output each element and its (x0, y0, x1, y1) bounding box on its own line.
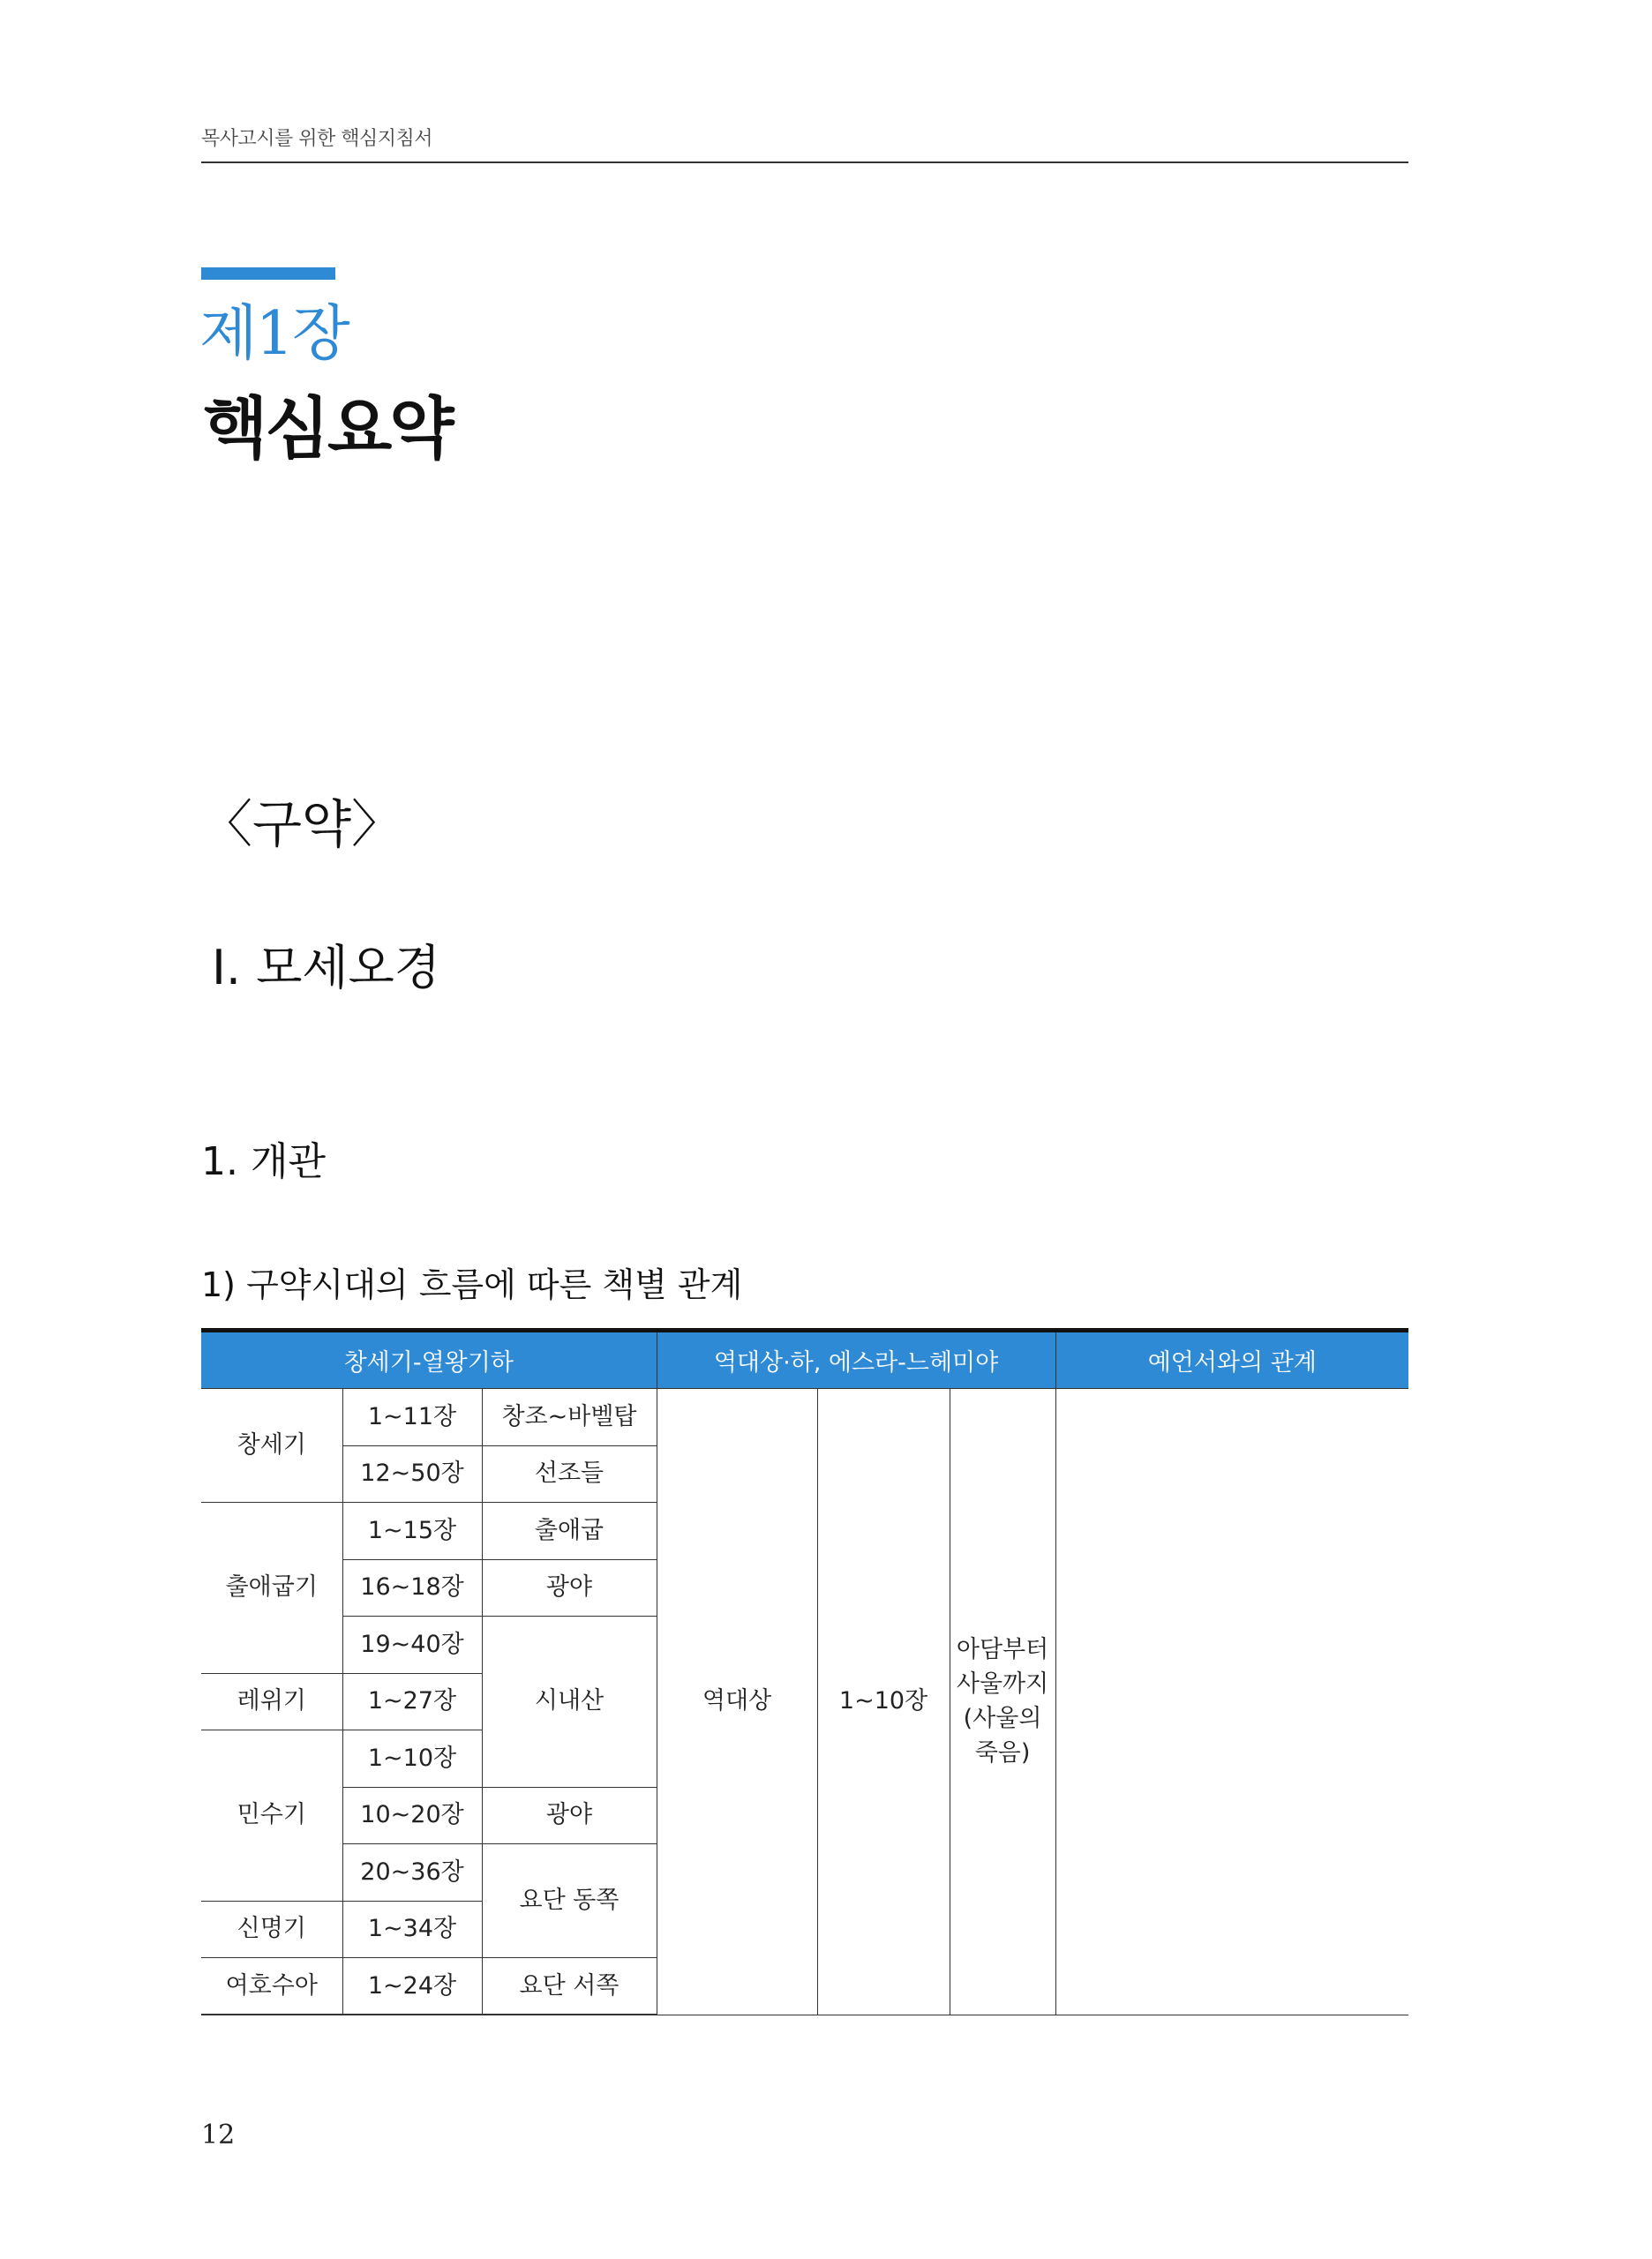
book-cell: 여호수아 (201, 1958, 342, 2015)
table-row (201, 1389, 1408, 1446)
topic-cell: 요단 동쪽 (482, 1844, 657, 1958)
chapter-range-cell: 16~18장 (342, 1559, 482, 1617)
book-cell: 창세기 (201, 1389, 342, 1503)
chapter-range-cell: 10~20장 (342, 1787, 482, 1844)
topic-cell: 시내산 (482, 1617, 657, 1788)
page-number: 12 (201, 2120, 236, 2150)
chronicles-chapter-cell: 1~10장 (817, 1389, 950, 2015)
chapter-range-cell: 1~15장 (342, 1503, 482, 1560)
book-cell: 신명기 (201, 1901, 342, 1958)
chronicles-book-cell: 역대상 (657, 1389, 817, 2015)
header-prophets-relation: 예언서와의 관계 (1055, 1331, 1408, 1389)
chapter-number: 제1장 (199, 299, 349, 369)
table-header-row (201, 1331, 1408, 1389)
header-chronicles-nehemiah: 역대상·하, 에스라-느헤미야 (657, 1331, 1055, 1389)
prophets-relation-cell (1055, 1389, 1408, 2015)
book-cell: 민수기 (201, 1730, 342, 1902)
chronicles-note-cell (950, 1389, 1055, 2015)
topic-cell: 출애굽 (482, 1503, 657, 1560)
chapter-range-cell: 20~36장 (342, 1844, 482, 1902)
chapter-range-cell: 1~11장 (342, 1389, 482, 1446)
book-relation-table (201, 1328, 1408, 2015)
section-heading-testament: 〈구약〉 (201, 794, 403, 854)
topic-cell: 요단 서쪽 (482, 1958, 657, 2015)
topic-cell: 광야 (482, 1787, 657, 1844)
table-caption: 1) 구약시대의 흐름에 따른 책별 관계 (201, 1265, 743, 1304)
header-genesis-kings: 창세기-열왕기하 (201, 1331, 657, 1389)
chapter-range-cell: 19~40장 (342, 1617, 482, 1674)
note-line: 아담부터 (956, 1635, 1049, 1663)
section-heading-part: Ⅰ. 모세오경 (212, 940, 440, 995)
note-line: 죽음) (974, 1739, 1031, 1767)
note-line: 사울까지 (956, 1670, 1049, 1699)
chapter-range-cell: 1~10장 (342, 1730, 482, 1788)
running-header: 목사고시를 위한 핵심지침서 (201, 128, 433, 150)
section-heading-overview: 1. 개관 (201, 1139, 326, 1184)
topic-cell: 광야 (482, 1559, 657, 1617)
chapter-range-cell: 12~50장 (342, 1445, 482, 1503)
chapter-accent-bar (201, 267, 335, 280)
chapter-title: 핵심요약 (203, 389, 452, 468)
topic-cell: 창조~바벨탑 (482, 1389, 657, 1446)
chapter-range-cell: 1~27장 (342, 1673, 482, 1730)
chapter-range-cell: 1~24장 (342, 1958, 482, 2015)
chapter-range-cell: 1~34장 (342, 1901, 482, 1958)
topic-cell: 선조들 (482, 1445, 657, 1503)
header-divider (201, 161, 1408, 163)
note-line: (사울의 (963, 1705, 1042, 1733)
book-cell: 출애굽기 (201, 1503, 342, 1674)
book-cell: 레위기 (201, 1673, 342, 1730)
